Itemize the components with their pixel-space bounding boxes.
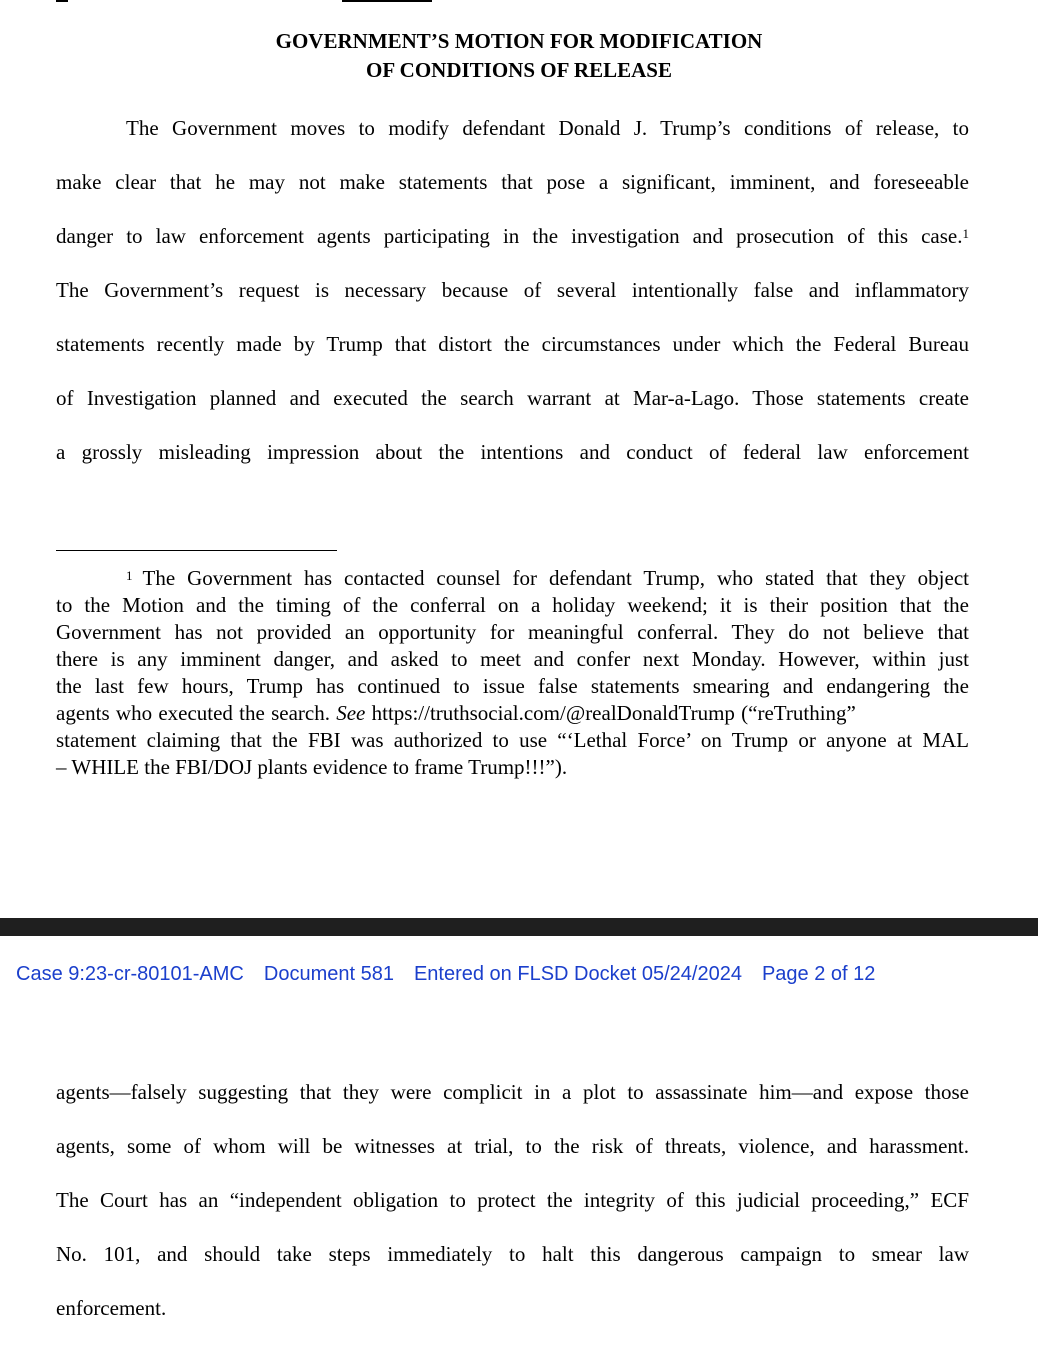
- page2-line-3: The Court has an “independent obligation to protect the integrity of this judicial proceeding,” ECF: [56, 1188, 969, 1212]
- top-rule-left: [56, 0, 68, 2]
- footnote-separator: [56, 550, 337, 551]
- footnote-line-1: [126, 565, 969, 591]
- docket-entered-date: Entered on FLSD Docket 05/24/2024: [413, 963, 742, 985]
- footnote-line-1-text: The Government has contacted counsel for defendant Trump, who stated that they object: [142, 566, 969, 590]
- page1-line-4: The Government’s request is necessary because of several intentionally false and inflammatory: [56, 278, 969, 302]
- footnote-line-5: the last few hours, Trump has continued to issue false statements smearing and endangering the: [56, 674, 969, 698]
- page-break-divider: [0, 918, 1038, 936]
- footnote-line-3: Government has not provided an opportunity for meaningful conferral. They do not believe that: [56, 620, 969, 644]
- docket-page-count: Page 2 of 12: [761, 963, 876, 985]
- page1-line-7: a grossly misleading impression about the intentions and conduct of federal law enforcement: [56, 440, 969, 464]
- footnote-reference: 1: [962, 226, 969, 241]
- footnote-line-7: statement claiming that the FBI was authorized to use “‘Lethal Force’ on Trump or anyone at MAL: [56, 728, 969, 752]
- docket-header: [16, 960, 1026, 988]
- page2-line-2: agents, some of whom will be witnesses at trial, to the risk of threats, violence, and harassment.: [56, 1134, 969, 1158]
- footnote-line-8: – WHILE the FBI/DOJ plants evidence to frame Trump!!!”).: [56, 755, 568, 779]
- footnote-line-4: there is any imminent danger, and asked to meet and confer next Monday. However, within just: [56, 647, 969, 671]
- page2-line-1: agents—falsely suggesting that they were complicit in a plot to assassinate him—and expose those: [56, 1080, 969, 1104]
- page2-line-4: No. 101, and should take steps immediately to halt this dangerous campaign to smear law: [56, 1242, 969, 1266]
- footnote-marker: 1: [126, 568, 133, 583]
- motion-title-line-2: OF CONDITIONS OF RELEASE: [366, 58, 672, 82]
- page2-line-5: enforcement.: [56, 1296, 167, 1320]
- truthsocial-link[interactable]: https://truthsocial.com/@realDonaldTrump (“reTruthing”: [365, 701, 856, 725]
- page1-line-5: statements recently made by Trump that distort the circumstances under which the Federal Bureau: [56, 332, 969, 356]
- page1-line-3-text: danger to law enforcement agents participating in the investigation and prosecution of this case.: [56, 224, 963, 248]
- docket-case-number: Case 9:23-cr-80101-AMC: [16, 963, 244, 985]
- page1-line-2: make clear that he may not make statements that pose a significant, imminent, and foreseeable: [56, 170, 969, 194]
- page1-line-3: [56, 222, 969, 250]
- page1-line-1: The Government moves to modify defendant Donald J. Trump’s conditions of release, to: [126, 116, 969, 140]
- docket-document-number: Document 581: [263, 963, 394, 985]
- footnote-line-6-text: agents who executed the search.: [56, 701, 337, 725]
- footnote-line-6: [56, 700, 969, 726]
- footnote-see-signal: See: [336, 701, 366, 725]
- page1-line-6: of Investigation planned and executed the search warrant at Mar-a-Lago. Those statements create: [56, 386, 969, 410]
- footnote-line-2: to the Motion and the timing of the conferral on a holiday weekend; it is their position that the: [56, 593, 969, 617]
- motion-title-line-1: GOVERNMENT’S MOTION FOR MODIFICATION: [275, 29, 763, 53]
- top-rule-right: [342, 0, 432, 2]
